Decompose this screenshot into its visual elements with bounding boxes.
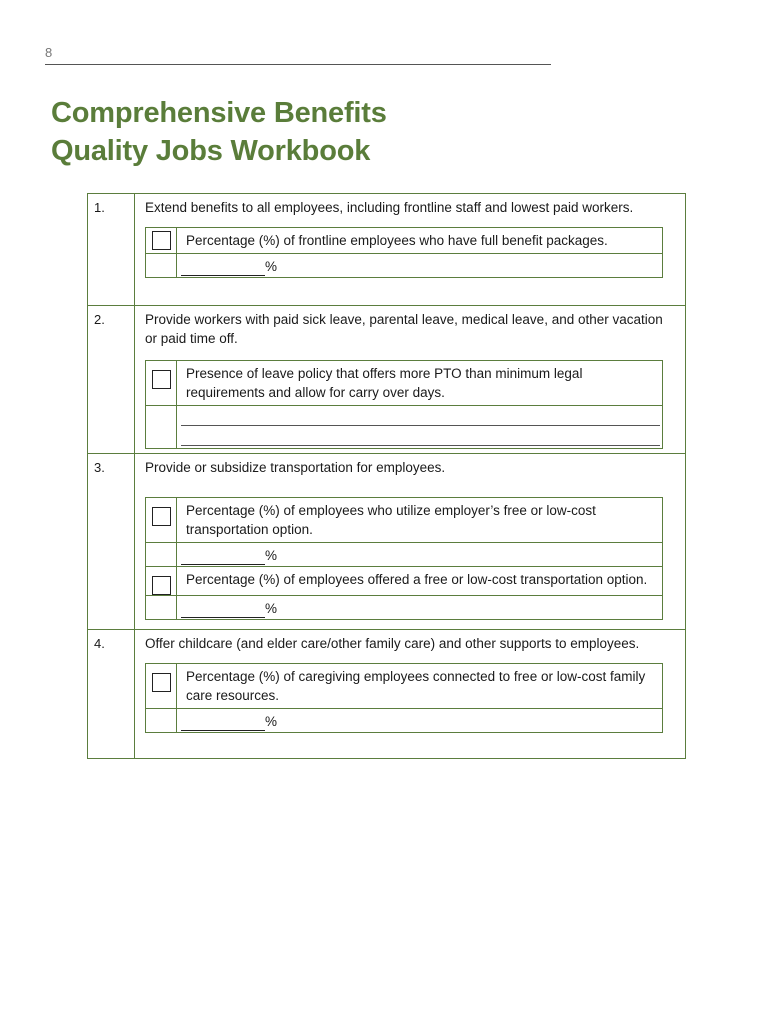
section-number: 2. (88, 306, 135, 453)
section-number: 4. (88, 630, 135, 758)
empty-cell (146, 254, 177, 277)
metric-label: Percentage (%) of frontline employees who have full benefit packages. (186, 233, 608, 248)
metric-label: Percentage (%) of employees who utilize employer’s free or low-cost transportation option. (186, 503, 596, 537)
answer-field[interactable] (177, 709, 662, 732)
title-line-1: Comprehensive Benefits (51, 97, 387, 129)
checkbox-cell (146, 228, 177, 253)
section-4 (88, 629, 685, 758)
section-number: 3. (88, 454, 135, 629)
answer-row (146, 595, 662, 619)
checkbox-cell (146, 361, 177, 405)
metrics-table (145, 360, 663, 449)
blank-line (181, 603, 265, 618)
section-goal: Offer childcare (and elder care/other family care) and other supports to employees. (145, 636, 640, 651)
title-line-2: Quality Jobs Workbook (51, 135, 371, 167)
answer-field[interactable] (177, 543, 662, 566)
metrics-table (145, 497, 663, 620)
metric-row (146, 566, 662, 595)
metric-row (146, 361, 662, 405)
section-3 (88, 453, 685, 629)
metric-row (146, 498, 662, 542)
section-goal: Extend benefits to all employees, including frontline staff and lowest paid workers. (145, 200, 634, 215)
metric-checkbox[interactable] (152, 673, 171, 692)
section-goal: Provide workers with paid sick leave, parental leave, medical leave, and other vacation or paid time off. (145, 312, 663, 346)
blank-line (181, 550, 265, 565)
section-1 (88, 194, 685, 305)
answer-row (146, 405, 662, 448)
blank-line (181, 261, 265, 276)
section-goal: Provide or subsidize transportation for employees. (145, 460, 446, 475)
metric-checkbox[interactable] (152, 507, 171, 526)
section-number: 1. (88, 194, 135, 305)
section-content (135, 194, 685, 305)
answer-row (146, 253, 662, 277)
metric-label: Presence of leave policy that offers more PTO than minimum legal requirements and allow for carry over days. (186, 366, 583, 400)
percent-suffix: % (265, 259, 278, 274)
checkbox-cell (146, 498, 177, 542)
section-2 (88, 305, 685, 453)
section-content (135, 454, 685, 629)
answer-line (181, 436, 660, 446)
empty-cell (146, 596, 177, 619)
metric-row (146, 228, 662, 253)
metric-checkbox[interactable] (152, 576, 171, 595)
answer-field[interactable] (177, 596, 662, 619)
page-title (51, 94, 387, 170)
section-content (135, 306, 685, 453)
metric-label: Percentage (%) of caregiving employees connected to free or low-cost family care resources. (186, 669, 646, 703)
answer-row (146, 542, 662, 566)
answer-field[interactable] (177, 406, 662, 448)
metric-checkbox[interactable] (152, 231, 171, 250)
workbook-table (87, 193, 686, 759)
checkbox-cell (146, 567, 177, 595)
page-number: 8 (45, 45, 53, 60)
metric-row (146, 664, 662, 708)
empty-cell (146, 709, 177, 732)
percent-suffix: % (265, 548, 278, 563)
percent-suffix: % (265, 601, 278, 616)
section-content (135, 630, 685, 758)
metrics-table (145, 663, 663, 733)
metric-checkbox[interactable] (152, 370, 171, 389)
header-rule (45, 64, 551, 65)
blank-line (181, 716, 265, 731)
answer-row (146, 708, 662, 732)
percent-suffix: % (265, 714, 278, 729)
checkbox-cell (146, 664, 177, 708)
metric-label: Percentage (%) of employees offered a free or low-cost transportation option. (186, 572, 648, 587)
empty-cell (146, 406, 177, 448)
answer-field[interactable] (177, 254, 662, 277)
metrics-table (145, 227, 663, 278)
empty-cell (146, 543, 177, 566)
answer-line (181, 416, 660, 426)
